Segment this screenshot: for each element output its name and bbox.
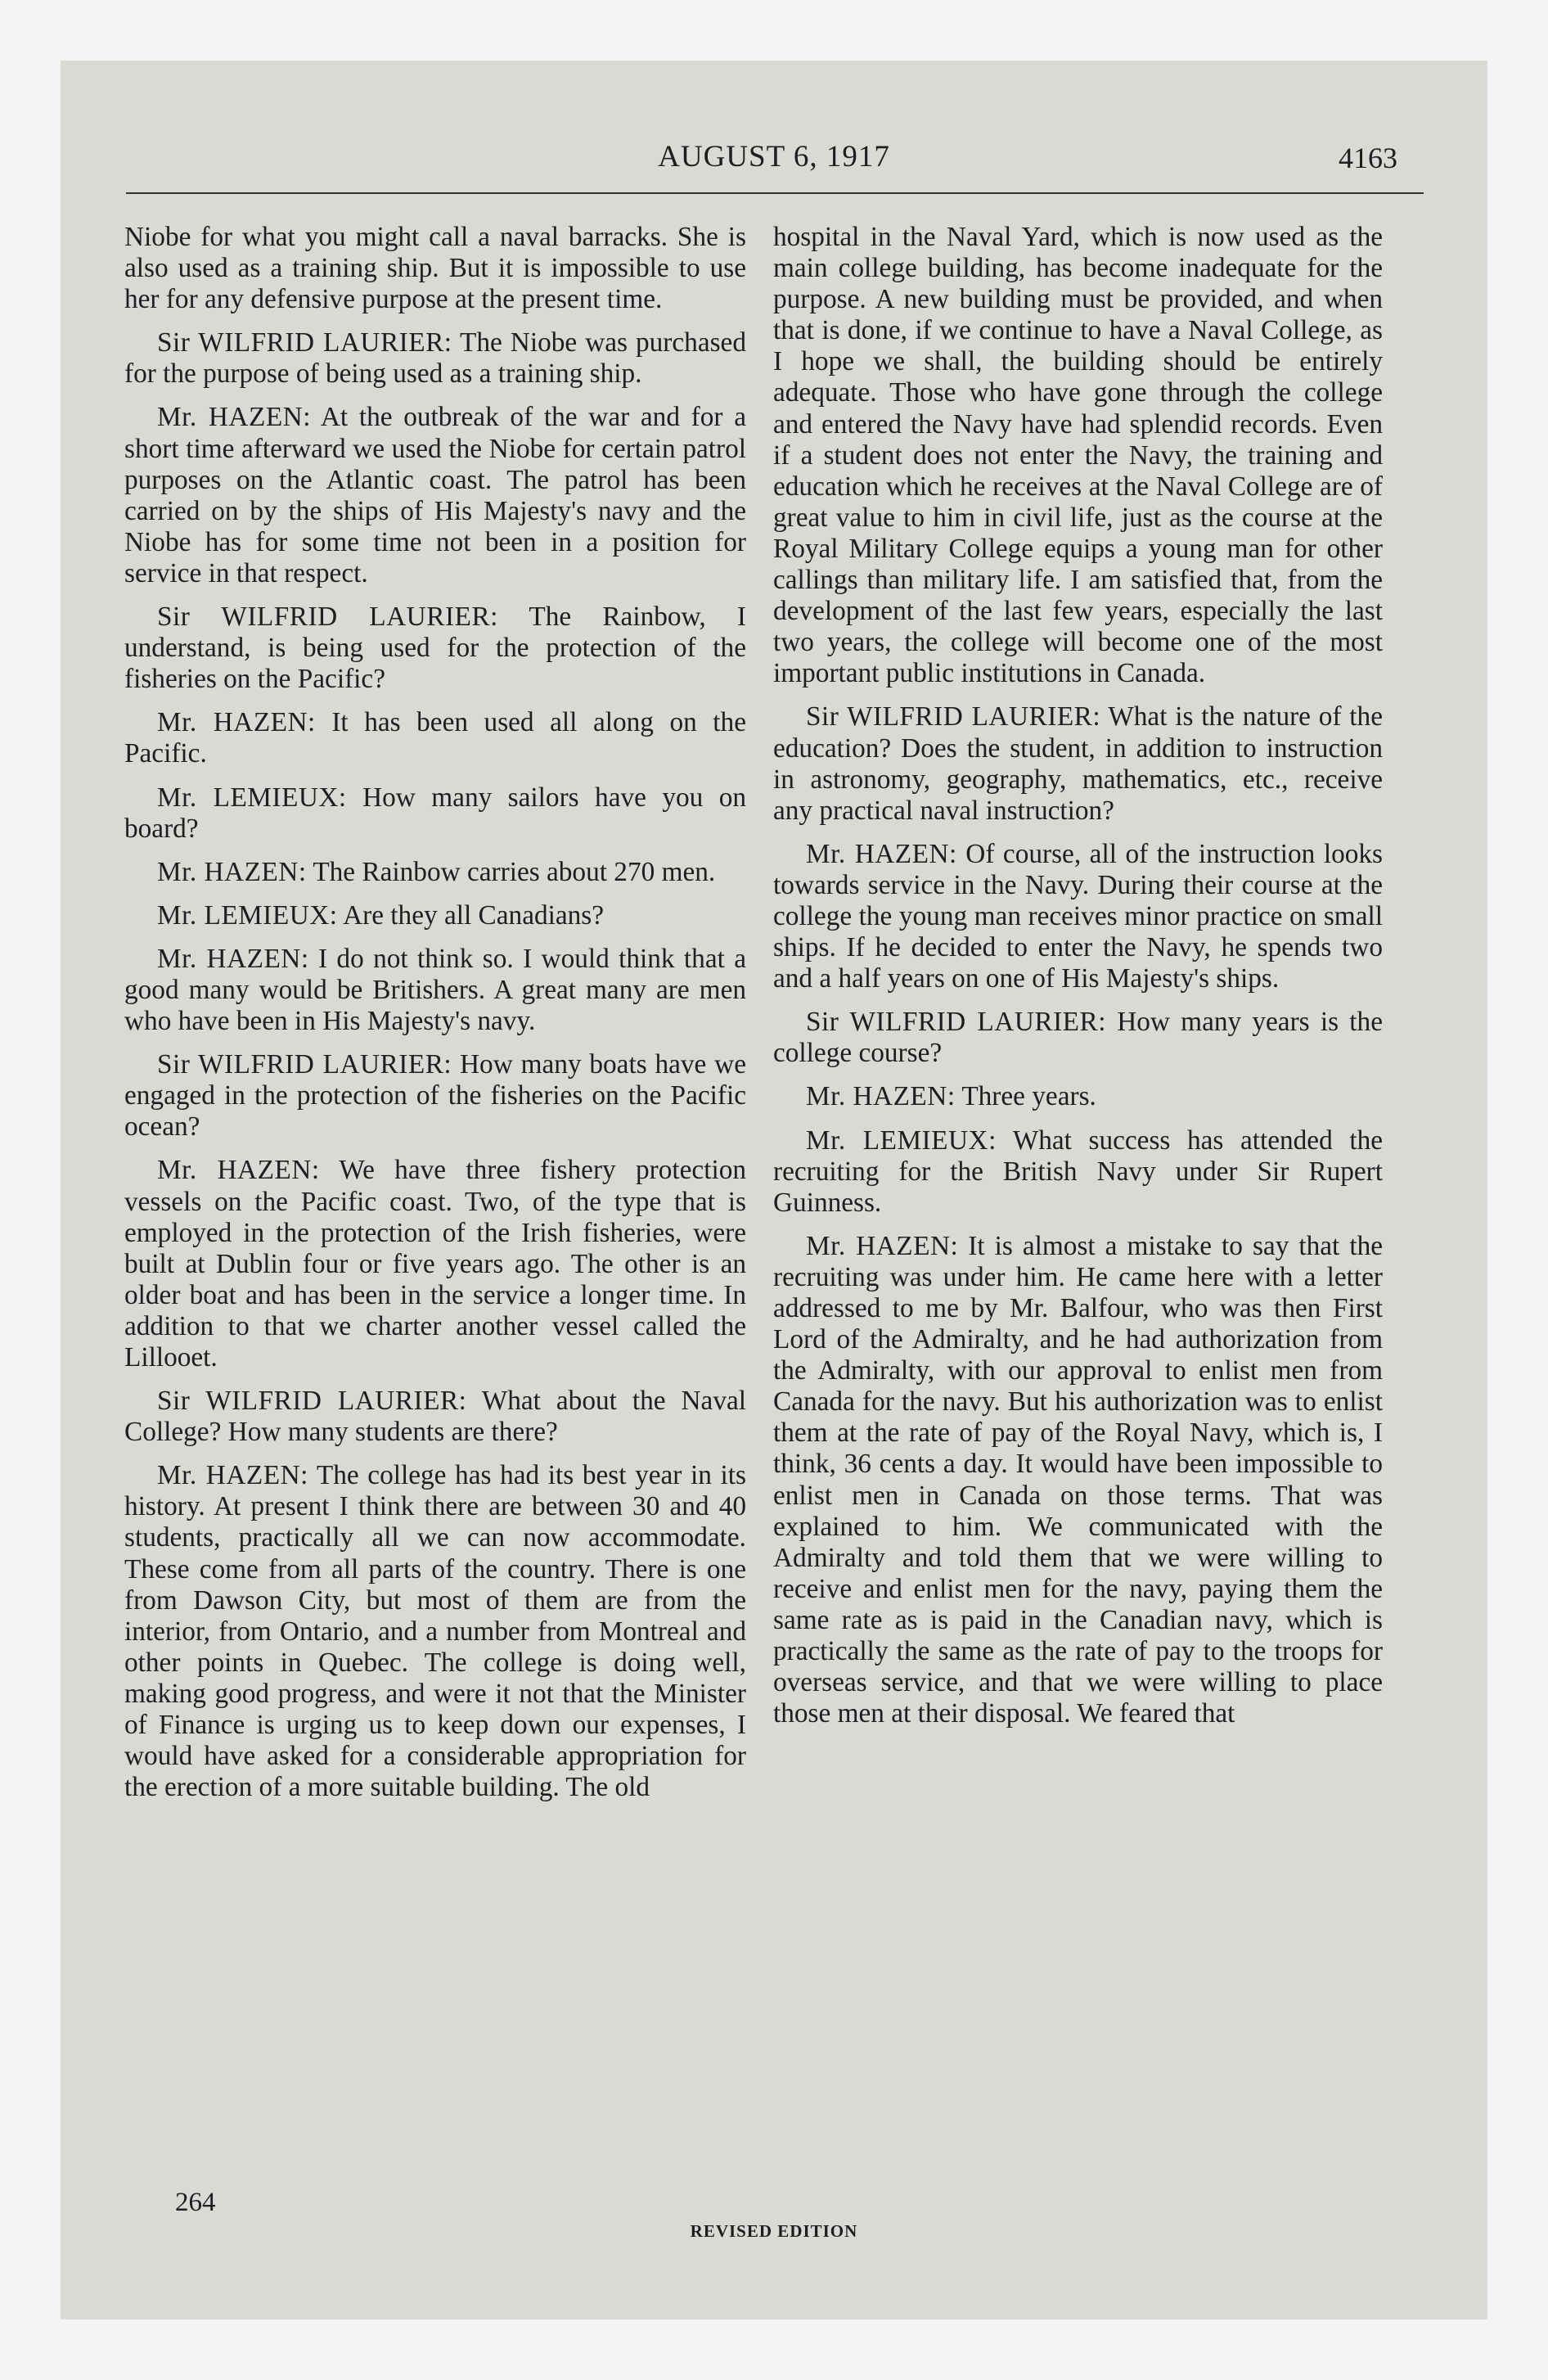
speaker-name: Sir WILFRID LAURIER: [806,1007,1106,1038]
paragraph-text: The Rainbow, I understand, is being used for the protection of the fisheries on the Pacific? [124,602,746,695]
paragraph-text: What is the nature of the education? Does the student, in addition to instruction in astronomy, geography, mathematics, etc., receive any practical naval instruction? [773,701,1383,826]
paragraph [773,1081,1383,1112]
speaker-name: Mr. HAZEN: [157,856,307,887]
paragraph-text: hospital in the Naval Yard, which is now used as the main college building, has become inadequate for the purpose. A new building must be provided, and when that is done, if we continue to have a Naval College, as I hope we shall, the building should be entirely adequate. Those who have gone through the college and entered the Navy have had splendid records. Even if a student does not enter the Navy, the training and education which he receives at the Naval College are of great value to him in civil life, just as the course at the Royal Military College equips a young man for other callings than military life. I am satisfied that, from the development of the last few years, especially the last two years, the college will become one of the most important public institutions in Canada. [773,222,1383,689]
speaker-name: Mr. HAZEN: [806,838,957,869]
right-column [773,222,1383,1742]
paragraph [124,944,746,1037]
paragraph-text: How many boats have we engaged in the protection of the fisheries on the Pacific ocean? [124,1049,746,1143]
speaker-name: Sir WILFRID LAURIER: [157,1386,467,1417]
speaker-name: Sir WILFRID LAURIER: [806,701,1101,732]
speaker-name: Mr. LEMIEUX: [157,899,338,931]
header-page-number: 4163 [1339,142,1397,174]
paragraph [773,701,1383,826]
paragraph [124,707,746,769]
paragraph-text: What about the Naval College? How many students are there? [124,1386,746,1448]
speaker-name: Mr. HAZEN: [806,1081,956,1112]
scanned-page [61,61,1487,2319]
paragraph [773,222,1383,689]
paragraph-text: What success has attended the recruiting for the British Navy under Sir Rupert Guinness. [773,1125,1383,1218]
running-header-date: AUGUST 6, 1917 [658,140,890,174]
speaker-name: Sir WILFRID LAURIER: [157,1049,452,1080]
paragraph [124,1049,746,1143]
speaker-name: Sir WILFRID LAURIER: [157,602,498,633]
paragraph [124,857,746,888]
paragraph-text: Niobe for what you might call a naval barracks. She is also used as a training ship. But it is impossible to use her for any defensive purpose at the present time. [124,222,746,315]
paragraph-text: We have three fishery protection vessels on the Pacific coast. Two, of the type that is employed in the protection of the Irish fisheries, were built at Dublin four or five years ago. The other is an older boat and has been in the service a longer time. In addition to that we charter another vessel called the Lillooet. [124,1155,746,1373]
paragraph-text: It is almost a mistake to say that the recruiting was under him. He came here with a letter addressed to me by Mr. Balfour, who was then First Lord of the Admiralty, and he had authorization from the Admiralty, with our approval to enlist men from Canada for the navy. But his authorization was to enlist them at the rate of pay of the Royal Navy, which is, I think, 36 cents a day. It would have been impossible to enlist men in Canada on those terms. That was explained to him. We communicated with the Admiralty and told them that we were willing to receive and enlist men for the navy, paying them the same rate as is paid in the Canadian navy, which is practically the same as the rate of pay to the troops for overseas service, and that we were willing to place those men at their disposal. We feared that [773,1230,1383,1729]
paragraph-text: How many years is the college course? [773,1007,1383,1069]
speaker-name: Mr. HAZEN: [157,943,309,974]
footer-edition-label: REVISED EDITION [690,2221,858,2241]
paragraph [124,782,746,845]
paragraph-text: The college has had its best year in its history. At present I think there are between 30 and 40 students, practically all we can now accommodate. These come from all parts of the country. There is one from Dawson City, but most of them are from the interior, from Ontario, and a number from Montreal and other points in Quebec. The college is doing well, making good progress, and were it not that the Minister of Finance is urging us to keep down our expenses, I would have asked for a considerable appropriation for the erection of a more suitable building. The old [124,1460,746,1803]
speaker-name: Mr. HAZEN: [157,1155,320,1186]
header-rule [126,192,1424,194]
speaker-name: Mr. HAZEN: [157,707,316,738]
paragraph [124,1460,746,1803]
speaker-name: Mr. HAZEN: [157,1460,308,1491]
paragraph [124,602,746,695]
speaker-name: Sir WILFRID LAURIER: [157,327,452,358]
paragraph [773,1125,1383,1219]
paragraph-text: Are they all Canadians? [343,899,605,931]
paragraph-text: How many sailors have you on board? [124,782,746,844]
paragraph-text: Of course, all of the instruction looks towards service in the Navy. During their course at the college the young man receives minor practice on small ships. If he decided to enter the Navy, he spends two and a half years on one of His Majesty's ships. [773,838,1383,994]
paragraph-text: Three years. [961,1081,1096,1112]
paragraph [124,900,746,931]
paragraph [773,839,1383,994]
paragraph-text: I do not think so. I would think that a good many would be Britishers. A great many are men who have been in His Majesty's navy. [124,943,746,1037]
paragraph [773,1231,1383,1730]
paragraph [773,1007,1383,1069]
paragraph-text: At the outbreak of the war and for a short time afterward we used the Niobe for certain patrol purposes on the Atlantic coast. The patrol has been carried on by the ships of His Majesty's navy and the Niobe has for some time not been in a position for service in that respect. [124,402,746,588]
paragraph [124,402,746,589]
paragraph-text: The Rainbow carries about 270 men. [313,856,716,887]
speaker-name: Mr. HAZEN: [157,402,311,433]
paragraph [124,1155,746,1373]
paragraph-text: It has been used all along on the Pacific. [124,707,746,769]
speaker-name: Mr. HAZEN: [806,1230,959,1261]
paragraph-text: The Niobe was purchased for the purpose of being used as a training ship. [124,327,746,390]
speaker-name: Mr. LEMIEUX: [806,1125,997,1156]
paragraph [124,1386,746,1448]
speaker-name: Mr. LEMIEUX: [157,782,347,813]
paragraph [124,327,746,390]
left-column [124,222,746,1815]
paragraph [124,222,746,315]
footer-page-number: 264 [175,2188,216,2217]
